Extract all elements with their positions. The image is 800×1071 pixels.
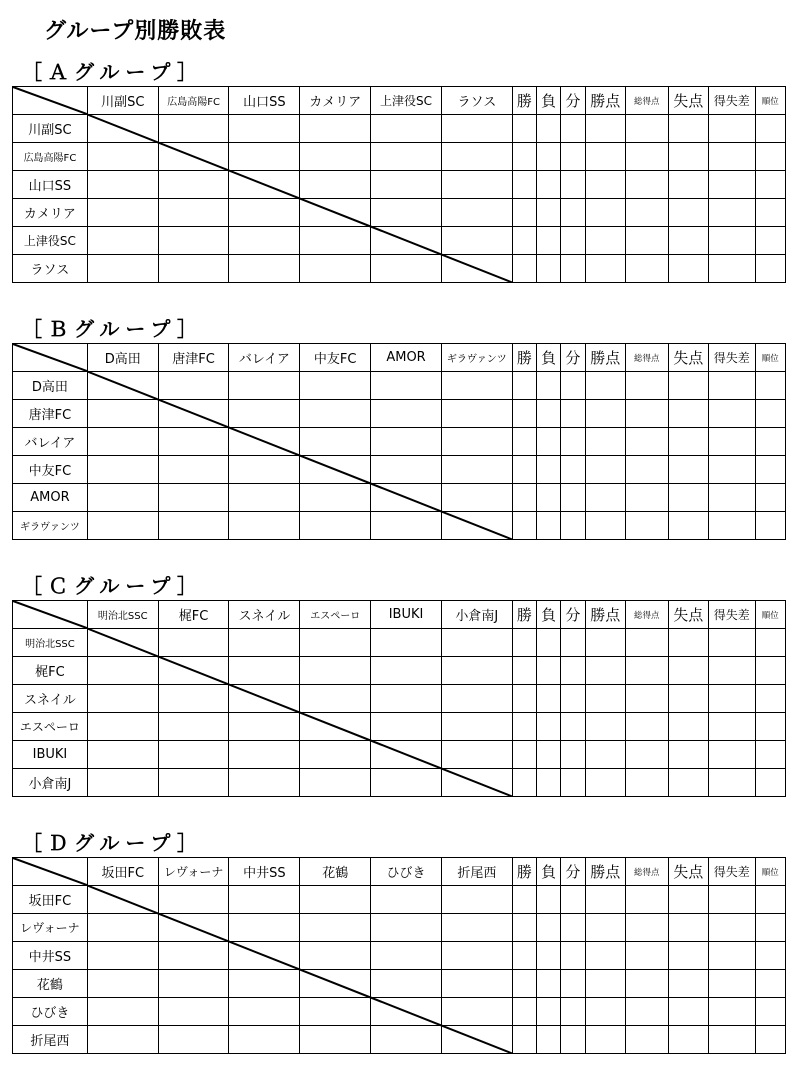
column-goals-for: 総得点 — [626, 344, 668, 372]
column-team: ギラヴァンツ — [441, 344, 512, 372]
row-team-name: エスペーロ — [13, 713, 88, 741]
row-team-name: 中井SS — [13, 942, 88, 970]
group-d — [12, 829, 786, 1054]
team-row — [13, 713, 786, 741]
row-team-name: 梶FC — [13, 657, 88, 685]
column-goals-for: 総得点 — [626, 87, 668, 115]
row-team-name: スネイル — [13, 685, 88, 713]
header-row — [13, 601, 786, 629]
column-goals-against: 失点 — [668, 601, 708, 629]
column-goal-difference: 得失差 — [709, 87, 756, 115]
column-team: IBUKI — [371, 601, 442, 629]
row-team-name: 唐津FC — [13, 400, 88, 428]
column-goals-for: 総得点 — [626, 601, 668, 629]
row-team-name: 中友FC — [13, 456, 88, 484]
row-team-name: 花鶴 — [13, 970, 88, 998]
team-row — [13, 400, 786, 428]
column-team: ラソス — [441, 87, 512, 115]
team-row — [13, 512, 786, 540]
column-goals-for: 総得点 — [626, 858, 668, 886]
row-team-name: 坂田FC — [13, 886, 88, 914]
row-team-name: レヴォーナ — [13, 914, 88, 942]
row-team-name: ギラヴァンツ — [13, 512, 88, 540]
team-row — [13, 657, 786, 685]
group-heading: ［Ａグループ］ — [22, 60, 203, 84]
team-row — [13, 115, 786, 143]
corner-cell — [13, 87, 88, 115]
column-draws: 分 — [561, 858, 585, 886]
team-row — [13, 970, 786, 998]
column-team: 坂田FC — [87, 858, 158, 886]
column-rank: 順位 — [755, 87, 785, 115]
group-heading: ［Ｄグループ］ — [22, 831, 203, 855]
column-points: 勝点 — [585, 344, 625, 372]
column-team: 小倉南J — [441, 601, 512, 629]
header-row — [13, 858, 786, 886]
column-points: 勝点 — [585, 601, 625, 629]
column-losses: 負 — [537, 87, 561, 115]
column-team: 上津役SC — [371, 87, 442, 115]
team-row — [13, 769, 786, 797]
group-heading: ［Ｃグループ］ — [22, 574, 203, 598]
column-team: 明治北SSC — [87, 601, 158, 629]
column-team: D高田 — [87, 344, 158, 372]
row-team-name: 小倉南J — [13, 769, 88, 797]
row-team-name: ひびき — [13, 998, 88, 1026]
team-row — [13, 886, 786, 914]
column-goals-against: 失点 — [668, 344, 708, 372]
header-row — [13, 344, 786, 372]
team-row — [13, 629, 786, 657]
standings-table — [12, 857, 786, 1054]
column-team: レヴォーナ — [158, 858, 229, 886]
column-team: バレイア — [229, 344, 300, 372]
row-team-name: AMOR — [13, 484, 88, 512]
team-row — [13, 143, 786, 171]
team-row — [13, 741, 786, 769]
team-row — [13, 685, 786, 713]
column-team: 山口SS — [229, 87, 300, 115]
row-team-name: ラソス — [13, 255, 88, 283]
column-team: エスペーロ — [300, 601, 371, 629]
team-row — [13, 456, 786, 484]
team-row — [13, 428, 786, 456]
corner-cell — [13, 344, 88, 372]
row-team-name: 折尾西 — [13, 1026, 88, 1054]
standings-table — [12, 343, 786, 540]
column-losses: 負 — [537, 344, 561, 372]
row-team-name: 川副SC — [13, 115, 88, 143]
column-team: カメリア — [300, 87, 371, 115]
team-row — [13, 914, 786, 942]
page-title: グループ別勝敗表 — [44, 19, 227, 44]
column-goal-difference: 得失差 — [709, 858, 756, 886]
group-b — [12, 315, 786, 540]
column-goals-against: 失点 — [668, 858, 708, 886]
team-row — [13, 942, 786, 970]
column-goal-difference: 得失差 — [709, 344, 756, 372]
team-row — [13, 227, 786, 255]
corner-cell — [13, 601, 88, 629]
column-wins: 勝 — [512, 601, 536, 629]
column-team: 梶FC — [158, 601, 229, 629]
row-team-name: 山口SS — [13, 171, 88, 199]
column-team: 唐津FC — [158, 344, 229, 372]
column-rank: 順位 — [755, 601, 785, 629]
group-a — [12, 58, 786, 283]
column-points: 勝点 — [585, 858, 625, 886]
team-row — [13, 255, 786, 283]
team-row — [13, 1026, 786, 1054]
column-rank: 順位 — [755, 858, 785, 886]
column-team: 中井SS — [229, 858, 300, 886]
column-goal-difference: 得失差 — [709, 601, 756, 629]
team-row — [13, 484, 786, 512]
group-heading: ［Ｂグループ］ — [22, 317, 203, 341]
column-team: 折尾西 — [441, 858, 512, 886]
row-team-name: 上津役SC — [13, 227, 88, 255]
column-losses: 負 — [537, 601, 561, 629]
row-team-name: カメリア — [13, 199, 88, 227]
row-team-name: 明治北SSC — [13, 629, 88, 657]
column-team: 花鶴 — [300, 858, 371, 886]
corner-cell — [13, 858, 88, 886]
row-team-name: D高田 — [13, 372, 88, 400]
column-draws: 分 — [561, 344, 585, 372]
row-team-name: 広島高陽FC — [13, 143, 88, 171]
column-team: 中友FC — [300, 344, 371, 372]
column-rank: 順位 — [755, 344, 785, 372]
team-row — [13, 998, 786, 1026]
column-wins: 勝 — [512, 858, 536, 886]
column-draws: 分 — [561, 601, 585, 629]
column-team: 川副SC — [87, 87, 158, 115]
row-team-name: バレイア — [13, 428, 88, 456]
column-team: スネイル — [229, 601, 300, 629]
team-row — [13, 372, 786, 400]
column-losses: 負 — [537, 858, 561, 886]
column-goals-against: 失点 — [668, 87, 708, 115]
column-wins: 勝 — [512, 344, 536, 372]
standings-table — [12, 86, 786, 283]
column-wins: 勝 — [512, 87, 536, 115]
column-team: AMOR — [371, 344, 442, 372]
group-c — [12, 572, 786, 797]
column-team: 広島高陽FC — [158, 87, 229, 115]
column-points: 勝点 — [585, 87, 625, 115]
column-draws: 分 — [561, 87, 585, 115]
header-row — [13, 87, 786, 115]
team-row — [13, 171, 786, 199]
team-row — [13, 199, 786, 227]
column-team: ひびき — [371, 858, 442, 886]
row-team-name: IBUKI — [13, 741, 88, 769]
standings-table — [12, 600, 786, 797]
